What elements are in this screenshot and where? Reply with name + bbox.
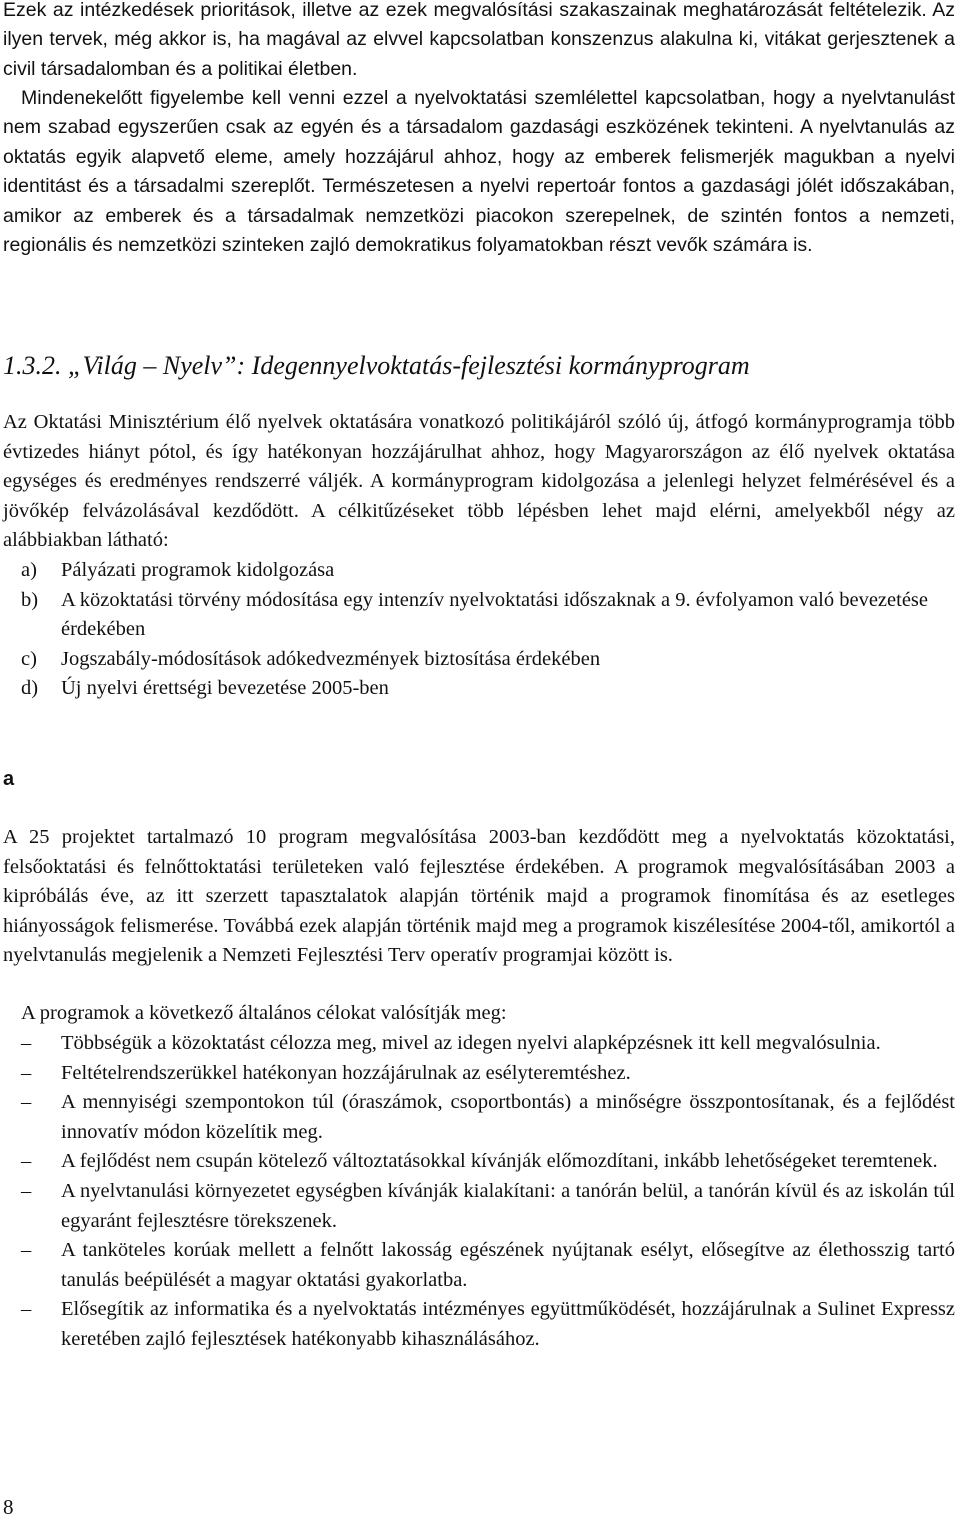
list-item [3,1029,955,1059]
list-item-text: A nyelvtanulási környezetet egységben kívánják kialakítani: a tanórán belül, a tanórán kívül és az iskolán túl egyaránt fejlesztésre törekszenek. [61,1179,955,1232]
list-marker: b) [21,588,39,611]
intro-paragraph-2: Mindenekelőtt figyelembe kell venni ezzel a nyelvoktatási szemlélettel kapcsolatban, hogy a nyelvtanulást nem szabad egyszerűen csak az egyén és a társadalom gazdasági eszközének tekinteni. A nyelvtanulás az oktatás egyik alapvető eleme, amely hozzájárul ahhoz, hogy az emberek felismerjék magukban a nyelvi identitást és a társadalmi szereplőt. Természetesen a nyelvi repertoár fontos a gazdasági jólét időszakában, amikor az emberek és a társadalmak nemzetközi piacokon szerepelnek, de szintén fontos a nemzeti, regionális és nemzetközi szinteken zajló demokratikus folyamatokban részt vevők számára is. [3,87,955,257]
list-item-text: Jogszabály-módosítások adókedvezmények biztosítása érdekében [61,647,601,670]
section-paragraph-1: Az Oktatási Minisztérium élő nyelvek oktatására vonatkozó politikájáról szóló új, átfogó kormányprogramja több évtizedes hiányt pótol, és így hatékonyan hozzájárulhat ahhoz, hogy Magyarországon az élő nyelvek oktatása egységes és eredményes rendszerré váljék. A kormányprogram kidolgozása a jelenlegi helyzet felmérésével és a jövőkép felvázolásával kezdődött. A célkitűzéseket több lépésben lehet majd elérni, amelyekből négy az alábbiakban látható: [3,411,955,552]
list-marker: – [21,1032,32,1054]
subsection-label: a [3,768,15,790]
list-item-text: Többségük a közoktatást célozza meg, mivel az idegen nyelvi alapképzésnek itt kell megvalósulnia. [61,1032,881,1054]
list-item [3,645,955,675]
list-marker: – [21,1298,32,1321]
list-marker: a) [21,559,37,581]
list-item-text: A fejlődést nem csupán kötelező változtatásokkal kívánják előmozdítani, inkább lehetőségeket teremtenek. [61,1150,938,1173]
list-item [3,1059,955,1089]
list-item-text: Új nyelvi érettségi bevezetése 2005-ben [61,677,389,700]
list-item-text: A mennyiségi szempontokon túl (óraszámok, csoportbontás) a minőségre összpontosítanak, és a fejlődést innovatív módon közelítik meg. [61,1091,955,1143]
list-item [3,586,955,645]
list-item [3,674,955,704]
subsection-paragraph-1: A 25 projektet tartalmazó 10 program megvalósítása 2003-ban kezdődött meg a nyelvoktatás közoktatási, felsőoktatási és felnőttoktatási területeken való fejlesztése érdekében. A programok megvalósításában 2003 a kipróbálás éve, az itt szerzett tapasztalatok alapján történik majd a programok finomítása és az esetleges hiányosságok felismerése. Továbbá ezek alapján történik majd meg a programok kiszélesítése 2004-től, amikortól a nyelvtanulás megjelenik a Nemzeti Fejlesztési Terv operatív programjai között is. [3,826,955,967]
list-item-text: Elősegítik az informatika és a nyelvoktatás intézményes együttműködését, hozzájárulnak a Sulinet Expressz keretében zajló fejlesztések hatékonyabb kihasználásához. [61,1298,955,1350]
list-marker: c) [21,647,37,670]
list-item [3,1177,955,1236]
list-marker: – [21,1091,32,1114]
list-item [3,1147,955,1177]
list-item [3,1088,955,1147]
subsection-paragraph-2: A programok a következő általános célokat valósítják meg: [21,1002,507,1024]
list-marker: – [21,1061,32,1084]
list-item-text: Pályázati programok kidolgozása [61,559,335,581]
list-item-text: A közoktatási törvény módosítása egy intenzív nyelvoktatási időszaknak a 9. évfolyamon való bevezetése érdekében [61,588,929,641]
section-heading: 1.3.2. „Világ – Nyelv”: Idegennyelvoktatás-fejlesztési kormányprogram [3,351,750,380]
list-item-text: Feltételrendszerükkel hatékonyan hozzájárulnak az esélyteremtéshez. [61,1061,631,1084]
intro-paragraph-1: Ezek az intézkedések prioritások, illetve az ezek megvalósítási szakaszainak meghatározását feltételezik. Az ilyen tervek, még akkor is, ha magával az elvvel kapcsolatban konszenzus alakulna ki, vitákat gerjesztenek a civil társadalomban és a politikai életben. [3,0,955,80]
list-item [3,1236,955,1295]
list-marker: – [21,1179,32,1202]
goals-list [3,1029,955,1355]
page-number: 8 [3,1495,14,1519]
list-marker: – [21,1150,32,1173]
objectives-list [3,556,955,704]
list-item [3,556,955,586]
list-marker: d) [21,677,39,700]
list-item-text: A tanköteles korúak mellett a felnőtt lakosság egészének nyújtanak esélyt, elősegítve az élethosszig tartó tanulás beépülését a magyar oktatási gyakorlatba. [61,1239,955,1291]
list-item [3,1295,955,1354]
list-marker: – [21,1239,32,1262]
